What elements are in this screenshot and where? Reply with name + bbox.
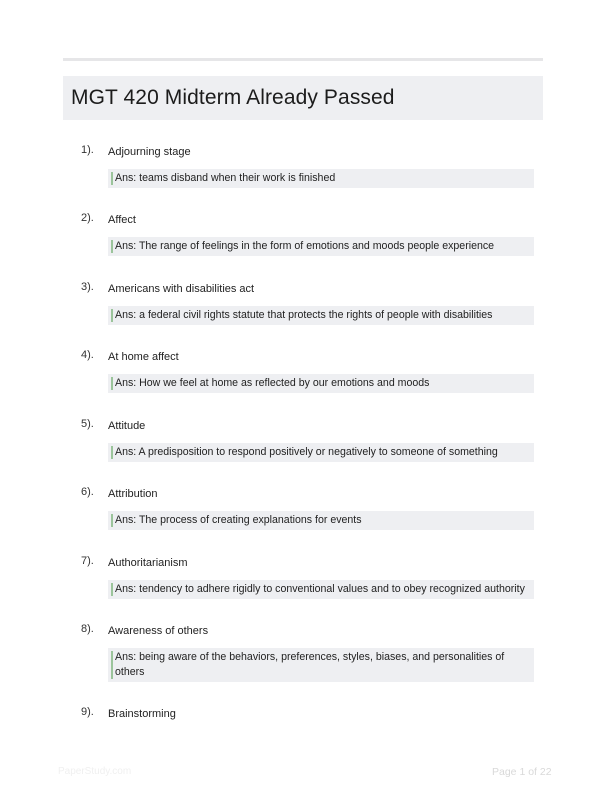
item-answer: Ans: The range of feelings in the form of emotions and moods people experience [108,237,534,256]
item-term: Awareness of others [108,625,209,637]
item-term: Brainstorming [108,708,176,720]
item-answer: Ans: A predisposition to respond positively or negatively to someone of something [108,443,534,462]
item-number: 1). [81,144,94,156]
item-term: Attitude [108,420,146,432]
item-term: Adjourning stage [108,146,191,158]
item-number: 4). [81,349,94,361]
item-answer: Ans: The process of creating explanations for events [108,511,534,530]
item-answer: Ans: teams disband when their work is finished [108,169,534,188]
top-divider [63,58,543,61]
item-answer: Ans: being aware of the behaviors, preferences, styles, biases, and personalities of others [108,648,534,682]
item-term: Attribution [108,488,158,500]
item-number: 2). [81,212,94,224]
item-number: 7). [81,555,94,567]
footer-watermark: PaperStudy.com [58,766,132,777]
page-indicator: Page 1 of 22 [492,766,552,778]
item-answer: Ans: How we feel at home as reflected by our emotions and moods [108,374,534,393]
item-term: Authoritarianism [108,557,188,569]
title-banner [63,76,543,120]
item-number: 6). [81,486,94,498]
item-number: 3). [81,281,94,293]
item-number: 5). [81,418,94,430]
item-answer: Ans: tendency to adhere rigidly to conventional values and to obey recognized authority [108,580,534,599]
item-number: 8). [81,623,94,635]
item-answer: Ans: a federal civil rights statute that protects the rights of people with disabilities [108,306,534,325]
item-term: Americans with disabilities act [108,283,255,295]
item-number: 9). [81,706,94,718]
item-term: Affect [108,214,136,226]
item-term: At home affect [108,351,179,363]
page-title: MGT 420 Midterm Already Passed [71,86,395,109]
